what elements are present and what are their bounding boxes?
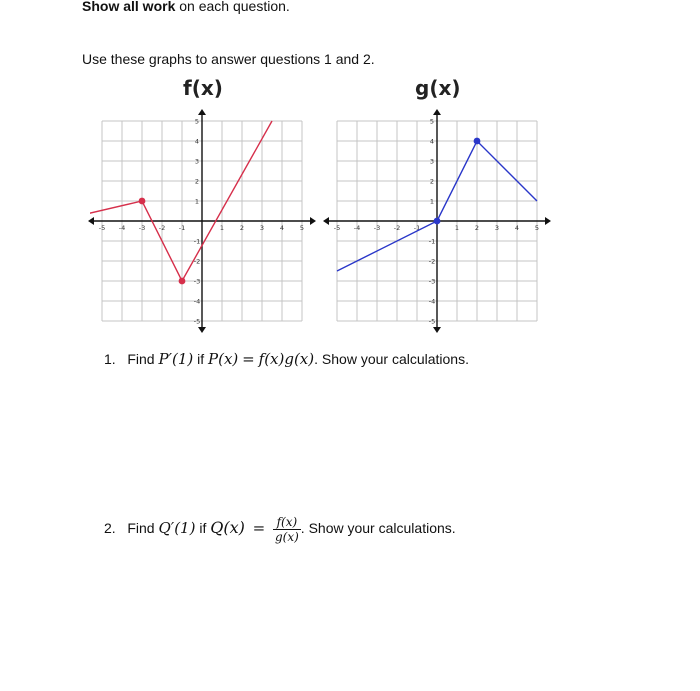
f-graph-y-tick-label: -2	[193, 257, 201, 266]
f-graph-y-tick-label: 2	[194, 177, 200, 186]
f-graph-x-tick-label: 1	[219, 224, 225, 232]
g-graph-x-arrow-right	[545, 217, 551, 225]
q2-find: Find	[127, 520, 155, 537]
q1-suffix: . Show your calculations.	[314, 351, 469, 367]
q2-equals: =	[252, 519, 266, 538]
f-graph-x-tick-label: -2	[158, 224, 166, 232]
f-graph-point-marker	[179, 278, 186, 285]
g-graph-y-arrow-down	[433, 327, 441, 333]
f-graph-y-tick-label: -3	[193, 277, 201, 286]
q2-numerator: f(x)	[273, 515, 301, 530]
g-graph-x-tick-label: -1	[413, 224, 421, 232]
g-graph-x-tick-label: -3	[373, 224, 381, 232]
f-graph-x-tick-label: 5	[299, 224, 305, 232]
f-graph	[90, 112, 320, 332]
f-graph-y-tick-label: -5	[193, 317, 201, 326]
g-graph-x-arrow-left	[323, 217, 329, 225]
g-graph-x-tick-label: 4	[514, 224, 520, 232]
g-graph-y-tick-label: 3	[429, 157, 435, 166]
f-graph-x-tick-label: 2	[239, 224, 245, 232]
g-graph-x-tick-label: 1	[454, 224, 460, 232]
q2-number: 2.	[104, 520, 116, 537]
f-graph-x-tick-label: -3	[138, 224, 146, 232]
g-graph-y-tick-label: -3	[428, 277, 436, 286]
g-graph-y-tick-label: -1	[428, 237, 436, 246]
f-graph-y-tick-label: 1	[194, 197, 200, 206]
g-graph	[325, 112, 555, 332]
q2-if: if	[199, 520, 207, 537]
g-graph-x-tick-label: 2	[474, 224, 480, 232]
g-graph-x-tick-label: 5	[534, 224, 540, 232]
g-graph-x-tick-label: -5	[333, 224, 341, 232]
question-1	[104, 350, 469, 368]
q1-number: 1.	[104, 351, 116, 367]
f-graph-x-tick-label: 3	[259, 224, 265, 232]
header-instruction	[82, 0, 290, 14]
q2-target: Q′(1)	[158, 519, 196, 538]
f-graph-point-marker	[139, 198, 146, 205]
f-graph-x-tick-label: -5	[98, 224, 106, 232]
f-graph-y-tick-label: 4	[194, 137, 200, 146]
q2-suffix: . Show your calculations.	[300, 520, 456, 537]
g-graph-y-tick-label: 2	[429, 177, 435, 186]
g-graph-x-tick-label: -2	[393, 224, 401, 232]
g-graph-point-marker	[474, 138, 481, 145]
f-graph-y-arrow-up	[198, 109, 206, 115]
g-graph-y-tick-label: 4	[429, 137, 435, 146]
q2-denominator: g(x)	[274, 530, 299, 544]
g-graph-point-marker	[434, 218, 441, 225]
f-graph-y-tick-label: -1	[193, 237, 201, 246]
f-graph-y-tick-label: 3	[194, 157, 200, 166]
f-graph-title: f(x)	[183, 76, 223, 100]
f-graph-x-arrow-right	[310, 217, 316, 225]
q1-find: Find	[127, 351, 155, 367]
f-graph-y-arrow-down	[198, 327, 206, 333]
g-graph-y-arrow-up	[433, 109, 441, 115]
question-2	[104, 515, 456, 544]
g-graph-y-tick-label: -4	[428, 297, 436, 306]
f-graph-x-tick-label: -4	[118, 224, 126, 232]
f-graph-x-arrow-left	[88, 217, 94, 225]
g-graph-y-tick-label: -5	[428, 317, 436, 326]
q1-lhs: P(x)	[208, 350, 239, 368]
f-graph-y-tick-label: 5	[194, 117, 200, 126]
f-graph-x-tick-label: 4	[279, 224, 285, 232]
g-graph-x-tick-label: -4	[353, 224, 361, 232]
q2-lhs: Q(x)	[210, 518, 245, 538]
header-bold: Show all work	[82, 0, 176, 14]
header-rest: on each question.	[175, 0, 290, 14]
intro-text: Use these graphs to answer questions 1 and 2.	[82, 51, 375, 67]
f-graph-x-tick-label: -1	[178, 224, 186, 232]
f-graph-y-tick-label: -4	[193, 297, 201, 306]
q1-equals: =	[242, 350, 255, 368]
g-graph-title: g(x)	[415, 76, 461, 100]
g-graph-y-tick-label: 1	[429, 197, 435, 206]
q2-fraction	[273, 515, 301, 544]
g-graph-y-tick-label: -2	[428, 257, 436, 266]
q1-rhs: f(x)g(x)	[258, 350, 315, 368]
g-graph-x-tick-label: 3	[494, 224, 500, 232]
g-graph-y-tick-label: 5	[429, 117, 435, 126]
q1-target: P′(1)	[158, 350, 194, 368]
q1-if: if	[197, 351, 205, 367]
